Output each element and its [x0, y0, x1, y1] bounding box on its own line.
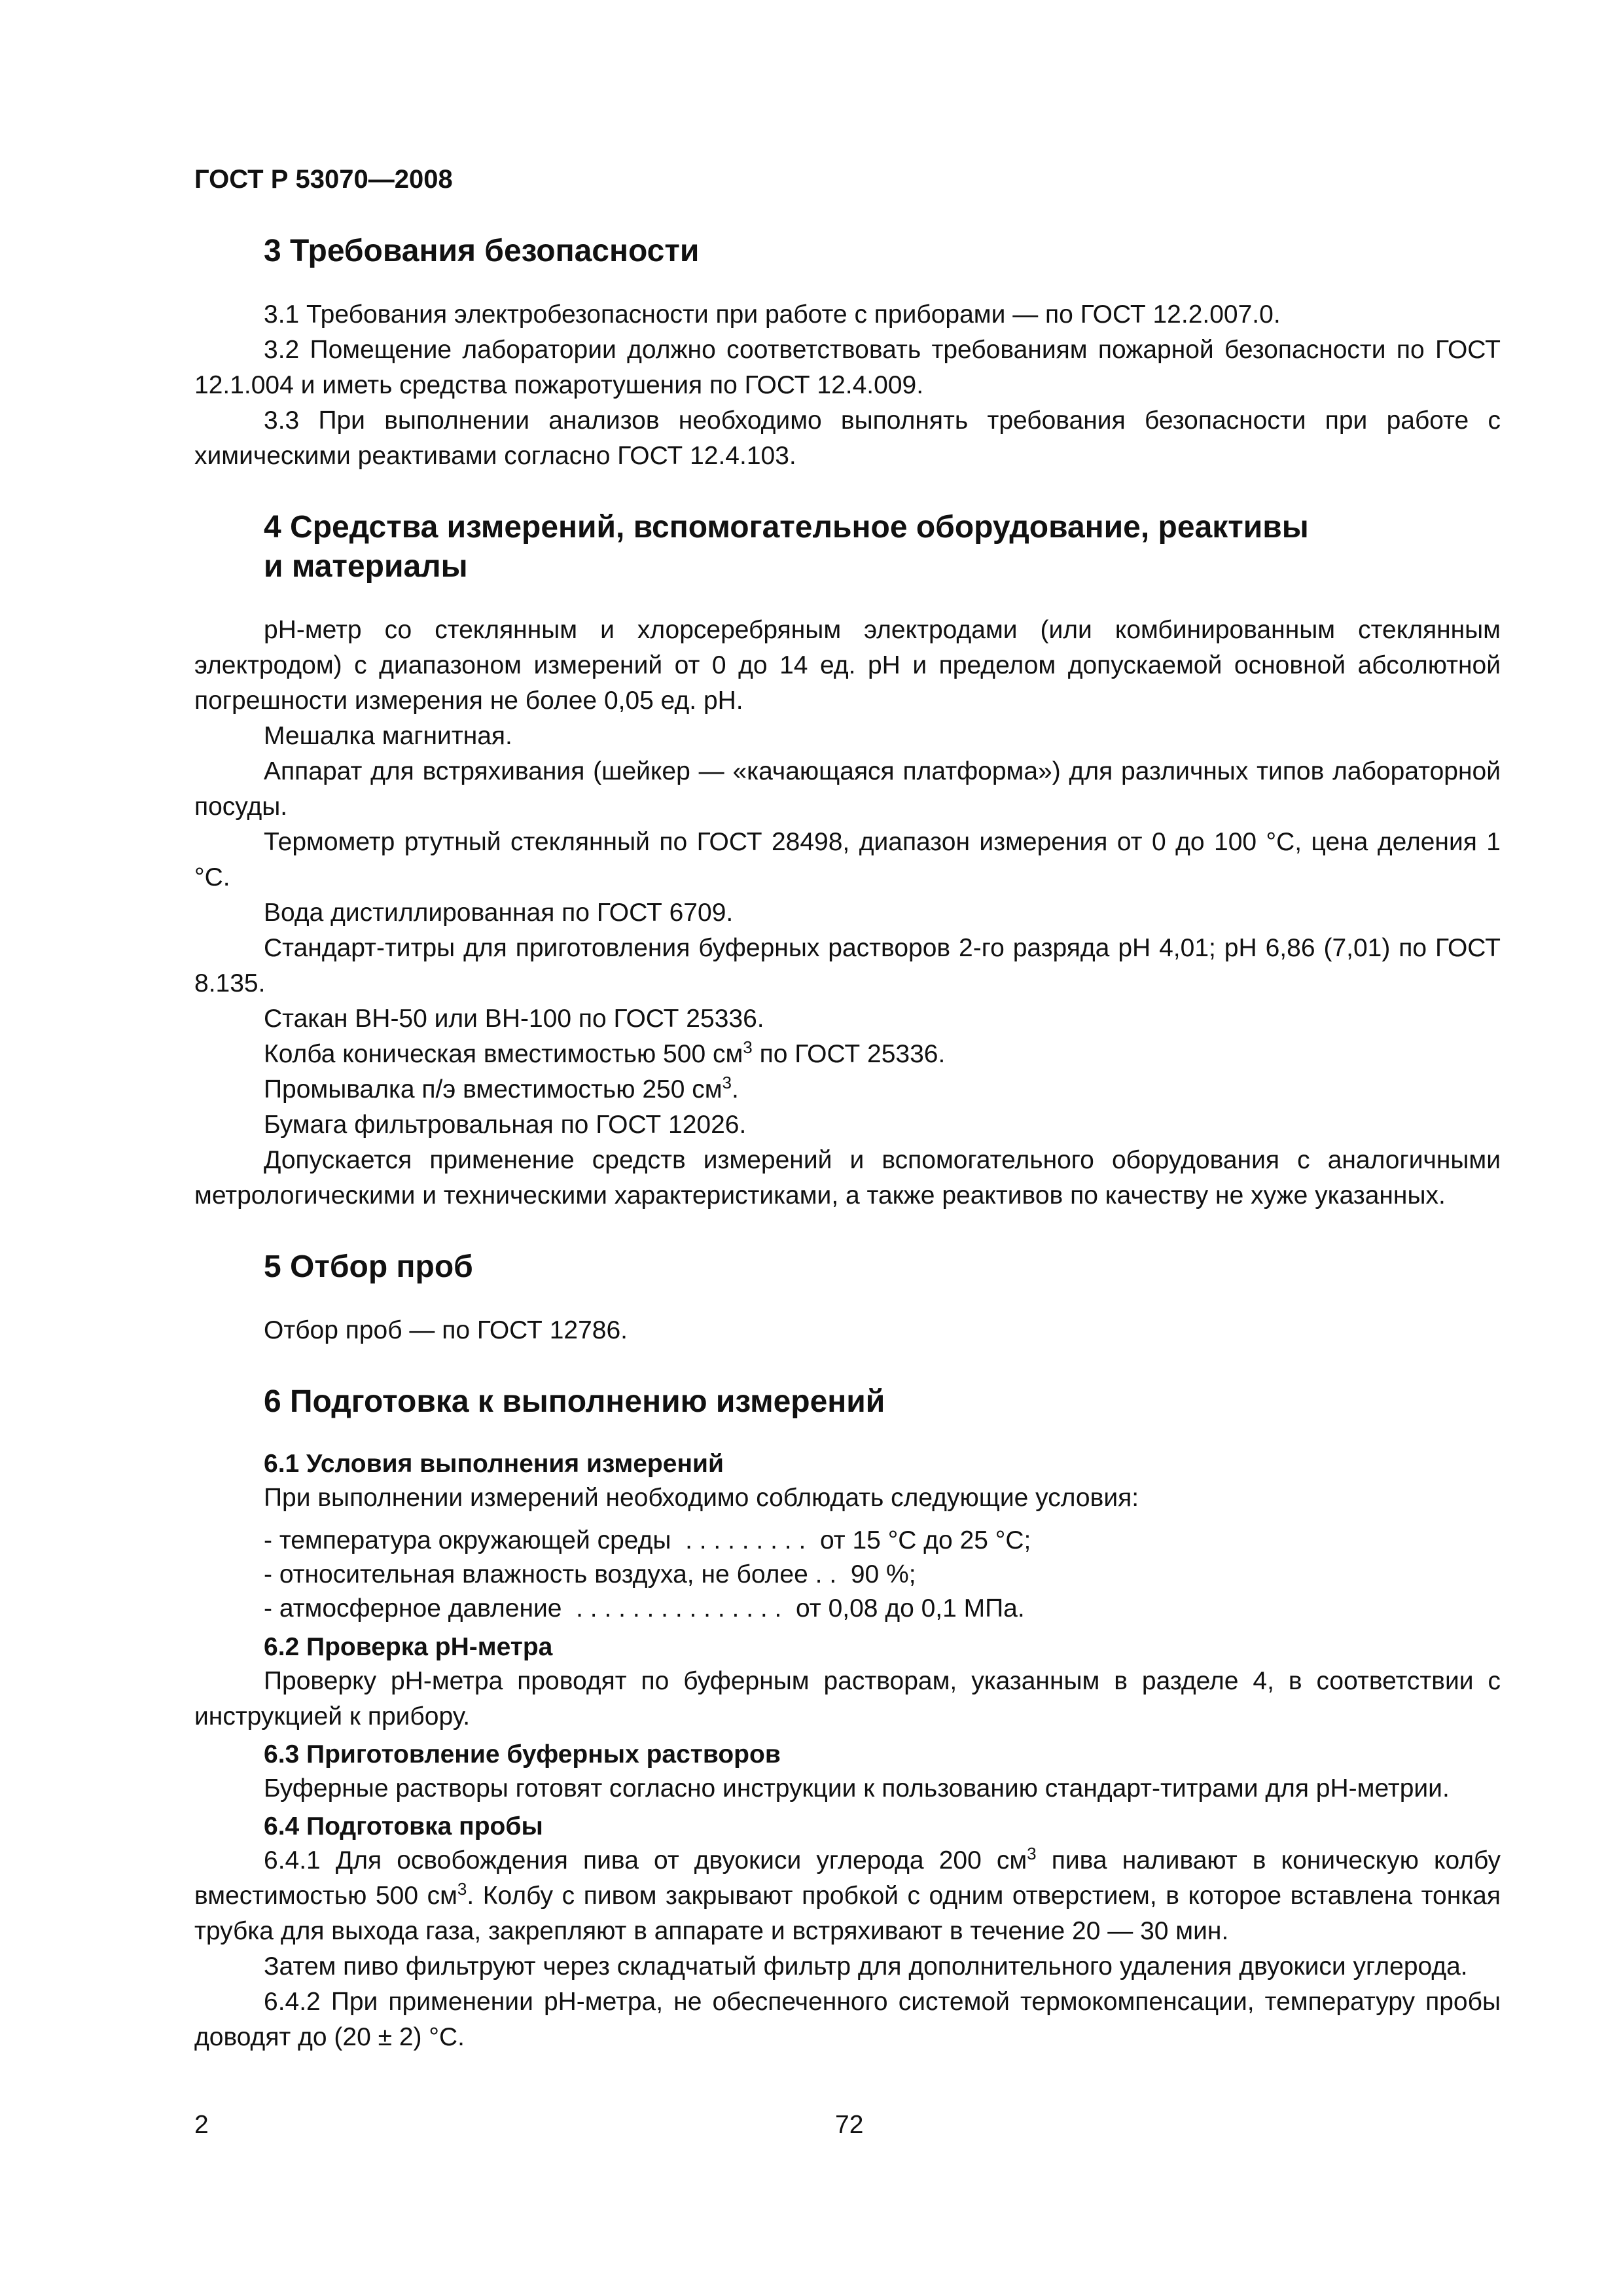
paragraph-4-thermometer: Термометр ртутный стеклянный по ГОСТ 28498, диапазон измерения от 0 до 100 °С, цена деления 1 °С.	[194, 828, 1501, 891]
subsection-6-1-title: 6.1 Условия выполнения измерений	[264, 1450, 724, 1478]
section-4-title	[194, 508, 1501, 586]
page-number-left: 2	[194, 2111, 209, 2139]
paragraph-4-stirrer: Мешалка магнитная.	[264, 722, 512, 750]
paragraph-6-3: Буферные растворы готовят согласно инструкции к пользованию стандарт-титрами для pH-метрии.	[264, 1774, 1450, 1803]
section-3-title: 3 Требования безопасности	[264, 234, 700, 268]
subsection-6-2-title: 6.2 Проверка pH-метра	[264, 1633, 553, 1661]
paragraph-4-shaker: Аппарат для встряхивания (шейкер — «качающаяся платформа») для различных типов лабораторной посуды.	[194, 757, 1501, 821]
document-body	[194, 223, 1501, 2055]
paragraph-4-ph-meter: pH-метр со стеклянным и хлорсеребряным электродами (или комбинированным стеклянным электродом) с диапазоном измерений от 0 до 14 ед. pH и пределом допускаемой основной абсолютной погрешности измерения не более 0,05 ед. pH.	[194, 616, 1501, 715]
paragraph-6-2: Проверку pH-метра проводят по буферным растворам, указанным в разделе 4, в соответствии с инструкцией к прибору.	[194, 1667, 1501, 1731]
page-number-center: 72	[835, 2111, 864, 2139]
list-item: - относительная влажность воздуха, не более . . 90 %;	[264, 1560, 916, 1588]
conditions-list	[194, 1524, 1501, 1626]
paragraph-3-1: 3.1 Требования электробезопасности при работе с приборами — по ГОСТ 12.2.007.0.	[264, 300, 1281, 329]
paragraph-4-allowance: Допускается применение средств измерений и вспомогательного оборудования с аналогичными метрологическими и техническими характеристиками, а также реактивов по качеству не хуже указанных.	[194, 1146, 1501, 1210]
paragraph-4-wash-bottle: Промывалка п/э вместимостью 250 $см^3$.	[264, 1073, 739, 1103]
list-item: - атмосферное давление . . . . . . . . . . . . . . . от 0,08 до 0,1 МПа.	[264, 1594, 1025, 1623]
paragraph-6-4-1-cont: Затем пиво фильтруют через складчатый фильтр для дополнительного удаления двуокиси углерода.	[264, 1952, 1468, 1981]
subsection-6-3-title: 6.3 Приготовление буферных растворов	[264, 1740, 781, 1768]
paragraph-6-4-2: 6.4.2 При применении pH-метра, не обеспеченного системой термокомпенсации, температуру пробы доводят до (20 ± 2) °С.	[194, 1988, 1501, 2051]
paragraph-5-1: Отбор проб — по ГОСТ 12786.	[264, 1316, 628, 1344]
section-5-title: 5 Отбор проб	[264, 1249, 473, 1284]
paragraph-4-flask: Колба коническая вместимостью 500 $см^3$ по ГОСТ 25336.	[264, 1037, 946, 1068]
subsection-6-4-title: 6.4 Подготовка пробы	[264, 1812, 543, 1840]
paragraph-4-water: Вода дистиллированная по ГОСТ 6709.	[264, 899, 734, 927]
paragraph-4-beaker: Стакан ВН-50 или ВН-100 по ГОСТ 25336.	[264, 1005, 764, 1033]
section-4-title-line2: и материалы	[264, 549, 468, 584]
paragraph-3-2: 3.2 Помещение лаборатории должно соответствовать требованиям пожарной безопасности по ГОСТ 12.1.004 и иметь средства пожаротушения по ГОСТ 12.4.009.	[194, 336, 1501, 399]
paragraph-4-standard-titres: Стандарт-титры для приготовления буферных растворов 2-го разряда pH 4,01; pH 6,86 (7,01) по ГОСТ 8.135.	[194, 934, 1501, 997]
section-4-title-line1: 4 Средства измерений, вспомогательное оборудование, реактивы	[264, 510, 1309, 545]
paragraph-6-4-1: 6.4.1 Для освобождения пива от двуокиси углерода 200 $см^3$ пива наливают в коническую колбу вместимостью 500 $см^3$. Колбу с пивом закрывают пробкой с одним отверстием, в которое вставлена тонкая трубка для выхода газа, закрепляют в аппарате и встряхивают в течение 20 — 30 мин.	[194, 1844, 1501, 1945]
section-6-title: 6 Подготовка к выполнению измерений	[264, 1384, 885, 1419]
paragraph-4-filter-paper: Бумага фильтровальная по ГОСТ 12026.	[264, 1111, 747, 1139]
document-header: ГОСТ Р 53070—2008	[194, 165, 453, 194]
paragraph-6-1: При выполнении измерений необходимо соблюдать следующие условия:	[264, 1484, 1139, 1512]
paragraph-3-3: 3.3 При выполнении анализов необходимо выполнять требования безопасности при работе с химическими реактивами согласно ГОСТ 12.4.103.	[194, 406, 1501, 470]
list-item: - температура окружающей среды . . . . . . . . . от 15 °С до 25 °С;	[264, 1526, 1031, 1554]
